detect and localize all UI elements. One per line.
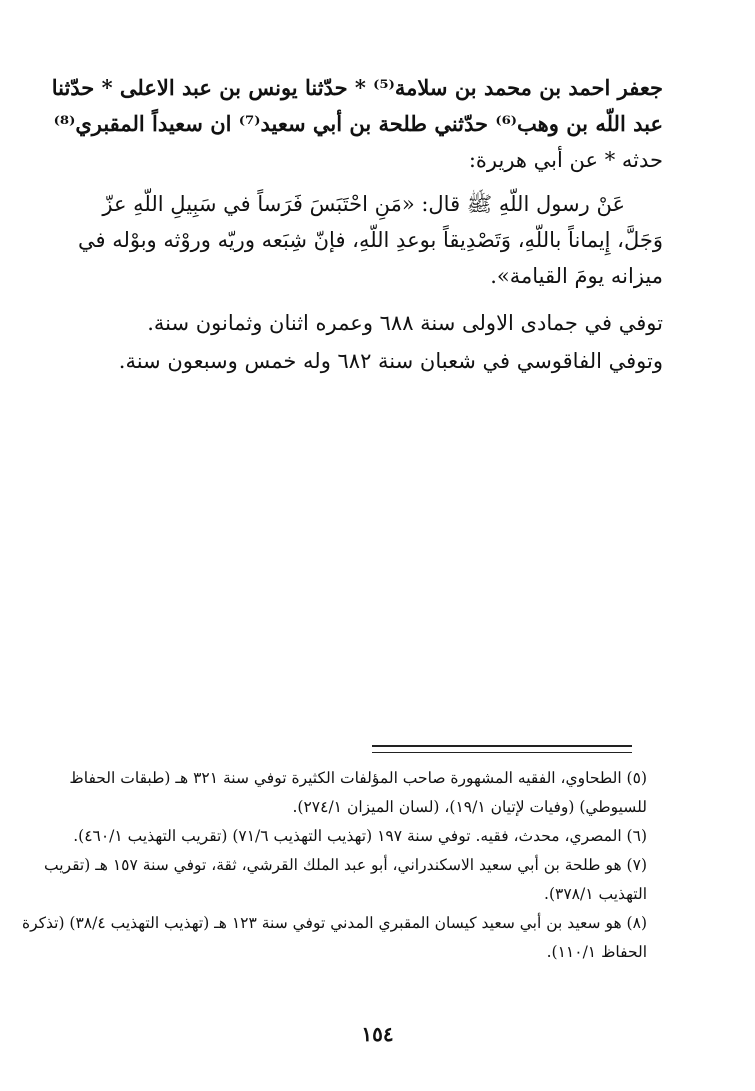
obituary-line: وتوفي الفاقوسي في شعبان سنة ٦٨٢ وله خمس وسبعون سنة.: [118, 349, 663, 373]
separator-rule: [372, 745, 632, 747]
separator-rule: [372, 752, 632, 754]
hadith-line: ميزانه يومَ القيامة».: [490, 264, 663, 288]
isnad-line: حدثه * عن أبي هريرة:: [468, 148, 663, 172]
footnote-7-cont: التهذيب ٣٧٨/١).: [544, 885, 647, 903]
footnote-5: (٥) الطحاوي، الفقيه المشهورة صاحب المؤلفات الكثيرة توفي سنة ٣٢١ هـ (طبقات الحفاظ: [69, 769, 647, 787]
hadith-line: عَنْ رسول اللّهِ ﷺ قال: «مَنِ احْتَبَسَ فَرَساً في سَبِيلِ اللّهِ عزّ: [102, 192, 625, 216]
obituary-paragraph: [78, 304, 663, 380]
main-text: [51, 70, 663, 380]
footnote-7: (٧) هو طلحة بن أبي سعيد الاسكندراني، أبو عبد الملك القرشي، ثقة، توفي سنة ١٥٧ هـ (تقريب: [44, 856, 647, 874]
obituary-line: توفي في جمادى الاولى سنة ٦٨٨ وعمره اثنان وثمانون سنة.: [147, 311, 663, 335]
footnotes: [21, 764, 647, 967]
hadith-line: وَجَلَّ، إِيماناً باللّهِ، وَتَصْدِيقاً بوعدِ اللّهِ، فإنّ شِبَعه وريّه وروْثه وبوْله في: [77, 228, 663, 252]
isnad-paragraph: [51, 70, 663, 178]
footnote-8: (٨) هو سعيد بن أبي سعيد كيسان المقبري المدني توفي سنة ١٢٣ هـ (تهذيب التهذيب ٣٨/٤) (تذكرة: [21, 914, 647, 932]
isnad-line: عبد اللّه بن وهب⁽⁶⁾ حدّثني طلحة بن أبي سعيد⁽⁷⁾ ان سعيداً المقبري⁽⁸⁾: [53, 111, 663, 136]
footnote-8-cont: الحفاظ ١١٠/١).: [546, 943, 647, 961]
isnad-line: جعفر احمد بن محمد بن سلامة⁽⁵⁾ * حدّثنا يونس بن عبد الاعلى * حدّثنا: [51, 75, 663, 100]
footnote-6: (٦) المصري، محدث، فقيه. توفي سنة ١٩٧ (تهذيب التهذيب ٧١/٦) (تقريب التهذيب ٤٦٠/١).: [73, 827, 647, 845]
hadith-paragraph: [78, 186, 663, 294]
footnote-5-cont: للسيوطي) (وفيات لإتيان ١٩/١)، (لسان الميزان ٢٧٤/١).: [292, 798, 647, 816]
footnote-separator: [372, 745, 632, 758]
page-number: ١٥٤: [361, 1022, 394, 1046]
